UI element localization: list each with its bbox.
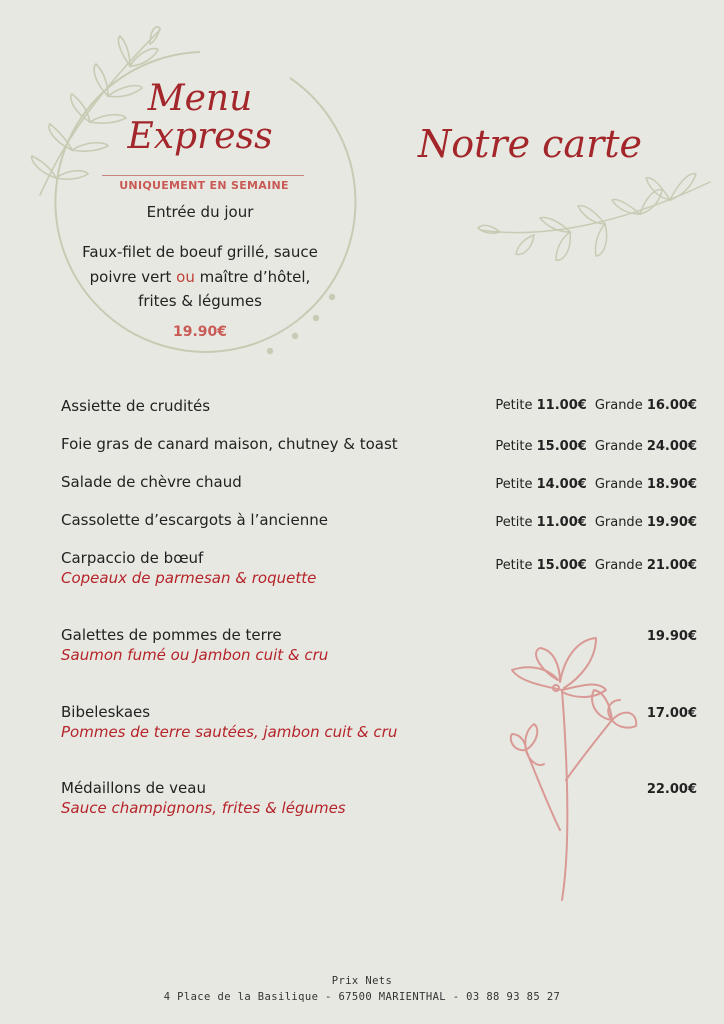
dish-name: Foie gras de canard maison, chutney & toast xyxy=(61,435,398,453)
express-subtitle: UNIQUEMENT EN SEMAINE xyxy=(119,179,289,192)
dish-subtitle: Sauce champignons, frites & légumes xyxy=(61,799,346,817)
main-item xyxy=(61,702,397,742)
petite-label: Petite xyxy=(495,439,533,454)
grande-price: 24.00€ xyxy=(646,439,697,454)
starter-item xyxy=(61,510,328,530)
grande-label: Grande xyxy=(594,558,643,573)
starter-price xyxy=(495,439,697,454)
price-value: 22.00€ xyxy=(646,782,697,797)
starter-item xyxy=(61,548,316,588)
main-price xyxy=(647,629,697,644)
footer-note: Prix Nets xyxy=(331,975,393,987)
grande-label: Grande xyxy=(594,398,643,413)
menu-express-title xyxy=(100,80,300,156)
express-starter: Entrée du jour xyxy=(146,203,254,221)
express-price: 19.90€ xyxy=(172,324,228,340)
starter-item xyxy=(61,472,242,492)
grande-price: 18.90€ xyxy=(646,477,697,492)
express-main-or: ou xyxy=(176,267,195,286)
main-item xyxy=(61,625,328,665)
petite-label: Petite xyxy=(495,558,533,573)
dish-name: Salade de chèvre chaud xyxy=(61,473,242,491)
leaf-branch-icon xyxy=(470,160,720,270)
petite-label: Petite xyxy=(495,477,533,492)
dish-name: Médaillons de veau xyxy=(61,779,206,797)
dish-name: Carpaccio de bœuf xyxy=(61,549,204,567)
dish-subtitle: Copeaux de parmesan & roquette xyxy=(61,569,317,587)
notre-carte-title: Notre carte xyxy=(418,122,642,166)
footer xyxy=(0,973,724,1005)
dish-name: Assiette de crudités xyxy=(61,397,211,415)
express-main-text-2: maître d’hôtel, xyxy=(194,267,311,286)
petite-price: 15.00€ xyxy=(536,439,587,454)
menu-express-title-line1: Menu xyxy=(147,78,253,119)
starter-item xyxy=(61,434,398,454)
petite-label: Petite xyxy=(495,515,533,530)
grande-price: 19.90€ xyxy=(646,515,697,530)
starter-price xyxy=(495,515,697,530)
express-main-course xyxy=(60,240,340,314)
dish-name: Bibeleskaes xyxy=(61,703,151,721)
main-price xyxy=(647,706,697,721)
grande-label: Grande xyxy=(594,439,643,454)
price-value: 17.00€ xyxy=(646,706,697,721)
price-value: 19.90€ xyxy=(646,629,697,644)
grande-price: 16.00€ xyxy=(646,398,697,413)
express-main-text-1: Faux-filet de boeuf grillé, sauce poivre vert xyxy=(82,243,318,286)
express-main-text-3: frites & légumes xyxy=(138,292,262,310)
petite-price: 15.00€ xyxy=(536,558,587,573)
starter-price xyxy=(495,477,697,492)
dish-subtitle: Saumon fumé ou Jambon cuit & cru xyxy=(61,646,329,664)
starter-item xyxy=(61,396,210,416)
grande-label: Grande xyxy=(594,477,643,492)
main-item xyxy=(61,778,346,818)
menu-express-title-line2: Express xyxy=(127,116,273,157)
flower-icon xyxy=(500,630,650,910)
petite-price: 11.00€ xyxy=(536,398,587,413)
starter-price xyxy=(495,398,697,413)
grande-label: Grande xyxy=(594,515,643,530)
starter-price xyxy=(495,558,697,573)
dish-name: Galettes de pommes de terre xyxy=(61,626,282,644)
footer-address: 4 Place de la Basilique - 67500 MARIENTHAL - 03 88 93 85 27 xyxy=(163,991,561,1003)
petite-price: 11.00€ xyxy=(536,515,587,530)
petite-price: 14.00€ xyxy=(536,477,587,492)
grande-price: 21.00€ xyxy=(646,558,697,573)
dish-subtitle: Pommes de terre sautées, jambon cuit & cru xyxy=(61,723,398,741)
dish-name: Cassolette d’escargots à l’ancienne xyxy=(61,511,328,529)
petite-label: Petite xyxy=(495,398,533,413)
main-price xyxy=(647,782,697,797)
divider xyxy=(102,175,304,176)
